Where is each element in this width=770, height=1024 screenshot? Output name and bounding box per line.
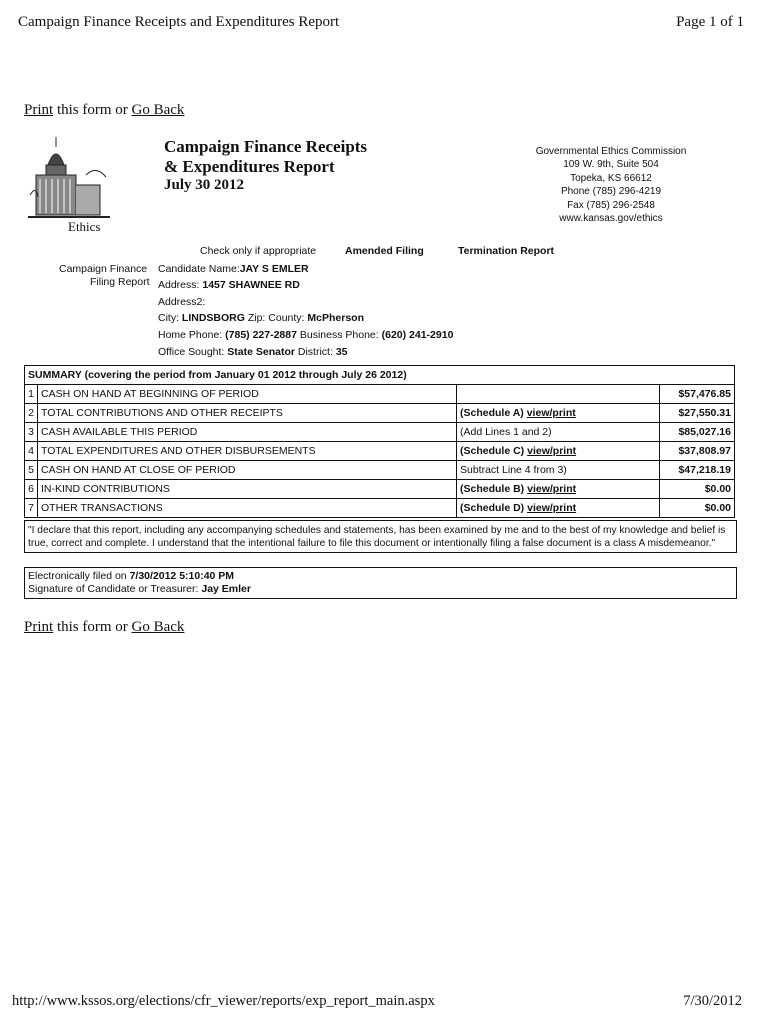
declaration-text: "I declare that this report, including any accompanying schedules and statements, has been examined by me and to the best of my knowledge and belief is true, correct and complete. I understand that the intentional failure to file this document or intentionally filing a false document is a class A misdemeanor." (24, 520, 737, 553)
signature-label: Signature of Candidate or Treasurer: (28, 583, 199, 595)
summary-line-number: 4 (25, 442, 38, 461)
check-only-label: Check only if appropriate (200, 245, 317, 257)
top-nav (24, 102, 184, 119)
print-footer-date: 7/30/2012 (683, 993, 742, 1009)
print-footer-url: http://www.kssos.org/elections/cfr_viewer/reports/exp_report_main.aspx (12, 993, 435, 1009)
schedule-label: (Schedule A) (460, 407, 524, 419)
schedule-label: (Schedule B) (460, 483, 525, 495)
summary-line-description: CASH ON HAND AT BEGINNING OF PERIOD (38, 385, 457, 404)
address-value: 1457 SHAWNEE RD (202, 279, 300, 291)
summary-row (25, 480, 735, 499)
bottom-nav (24, 619, 184, 636)
summary-line-description: TOTAL CONTRIBUTIONS AND OTHER RECEIPTS (38, 404, 457, 423)
city-row (158, 312, 364, 324)
schedule-label: (Schedule C) (460, 445, 525, 457)
summary-schedule-cell (457, 499, 660, 518)
schedule-label: (Schedule D) (460, 502, 525, 514)
schedule-label: Subtract Line 4 from 3) (460, 464, 567, 476)
summary-line-description: CASH ON HAND AT CLOSE OF PERIOD (38, 461, 457, 480)
summary-amount: $57,476.85 (660, 385, 735, 404)
candidate-name: JAY S EMLER (239, 263, 309, 275)
commission-web: www.kansas.gov/ethics (559, 213, 663, 225)
signature-row (28, 583, 733, 596)
report-date: July 30 2012 (164, 177, 245, 193)
district-value: 35 (335, 346, 348, 358)
report-title-line1: Campaign Finance Receipts (164, 137, 368, 156)
summary-amount: $27,550.31 (660, 404, 735, 423)
summary-schedule-cell (457, 404, 660, 423)
zip-label: Zip: (247, 312, 266, 324)
summary-row (25, 499, 735, 518)
commission-address2: Topeka, KS 66612 (570, 172, 652, 184)
summary-schedule-cell (457, 461, 660, 480)
home-phone-label: Home Phone: (158, 329, 223, 341)
summary-schedule-cell (457, 480, 660, 499)
signature-value: Jay Emler (201, 583, 251, 595)
summary-amount: $85,027.16 (660, 423, 735, 442)
print-link-bottom[interactable]: Print (24, 619, 54, 635)
summary-table (24, 365, 735, 518)
ethics-seal-icon (26, 135, 112, 235)
summary-line-description: IN-KIND CONTRIBUTIONS (38, 480, 457, 499)
summary-body (25, 385, 735, 518)
commission-address-block (500, 145, 722, 225)
view-print-link[interactable]: view/print (527, 502, 577, 514)
view-print-link[interactable]: view/print (526, 407, 576, 419)
nav-middle-text-bottom: this form or (53, 619, 132, 635)
summary-amount: $47,218.19 (660, 461, 735, 480)
summary-schedule-cell (457, 423, 660, 442)
filed-label: Electronically filed on (28, 570, 127, 582)
view-print-link[interactable]: view/print (527, 483, 577, 495)
county-value: McPherson (307, 312, 364, 324)
business-phone-label: Business Phone: (299, 329, 379, 341)
nav-middle-text: this form or (53, 102, 132, 118)
summary-amount: $0.00 (660, 480, 735, 499)
summary-amount: $0.00 (660, 499, 735, 518)
summary-row (25, 385, 735, 404)
go-back-link[interactable]: Go Back (131, 102, 185, 118)
summary-amount: $37,808.97 (660, 442, 735, 461)
print-link[interactable]: Print (24, 102, 54, 118)
commission-address1: 109 W. 9th, Suite 504 (563, 159, 659, 171)
termination-report-option[interactable]: Termination Report (458, 245, 555, 257)
address2-label: Address2: (158, 296, 206, 308)
summary-line-number: 6 (25, 480, 38, 499)
view-print-link[interactable]: view/print (527, 445, 577, 457)
summary-line-number: 2 (25, 404, 38, 423)
go-back-link-bottom[interactable]: Go Back (131, 619, 185, 635)
commission-phone: Phone (785) 296-4219 (560, 186, 662, 198)
summary-line-description: OTHER TRANSACTIONS (38, 499, 457, 518)
summary-schedule-cell (457, 385, 660, 404)
summary-heading: SUMMARY (covering the period from January 01 2012 through July 26 2012) (25, 366, 735, 385)
amended-filing-option[interactable]: Amended Filing (345, 245, 424, 257)
business-phone-value: (620) 241-2910 (381, 329, 454, 341)
city-label: City: (158, 312, 179, 324)
office-value: State Senator (227, 346, 295, 358)
filed-on-value: 7/30/2012 5:10:40 PM (129, 570, 235, 582)
filing-signature-box (24, 567, 737, 599)
summary-row (25, 461, 735, 480)
summary-line-number: 5 (25, 461, 38, 480)
report-title-line2: & Expenditures Report (164, 157, 335, 176)
county-label: County: (268, 312, 305, 324)
district-label: District: (297, 346, 333, 358)
summary-line-number: 7 (25, 499, 38, 518)
summary-line-number: 1 (25, 385, 38, 404)
commission-name: Governmental Ethics Commission (535, 146, 687, 157)
summary-line-number: 3 (25, 423, 38, 442)
city-value: LINDSBORG (181, 312, 245, 324)
print-header-page: Page 1 of 1 (676, 14, 744, 30)
office-label: Office Sought: (158, 346, 225, 358)
address-row (158, 279, 300, 291)
print-header-title: Campaign Finance Receipts and Expenditures Report (18, 14, 340, 30)
filed-row (28, 570, 733, 583)
filing-type-line1: Campaign Finance (59, 263, 148, 275)
home-phone-value: (785) 227-2887 (225, 329, 297, 341)
schedule-label: (Add Lines 1 and 2) (460, 426, 552, 438)
address-label: Address: (158, 279, 200, 291)
summary-row (25, 442, 735, 461)
filing-type-line2: Filing Report (90, 276, 150, 288)
commission-fax: Fax (785) 296-2548 (567, 199, 655, 211)
svg-text:Ethics: Ethics (68, 219, 101, 234)
phone-row (158, 329, 453, 341)
summary-row (25, 404, 735, 423)
summary-line-description: CASH AVAILABLE THIS PERIOD (38, 423, 457, 442)
summary-schedule-cell (457, 442, 660, 461)
candidate-name-row (158, 263, 309, 275)
summary-line-description: TOTAL EXPENDITURES AND OTHER DISBURSEMENTS (38, 442, 457, 461)
candidate-name-label: Candidate Name: (158, 263, 240, 275)
summary-row (25, 423, 735, 442)
office-row (158, 346, 348, 358)
